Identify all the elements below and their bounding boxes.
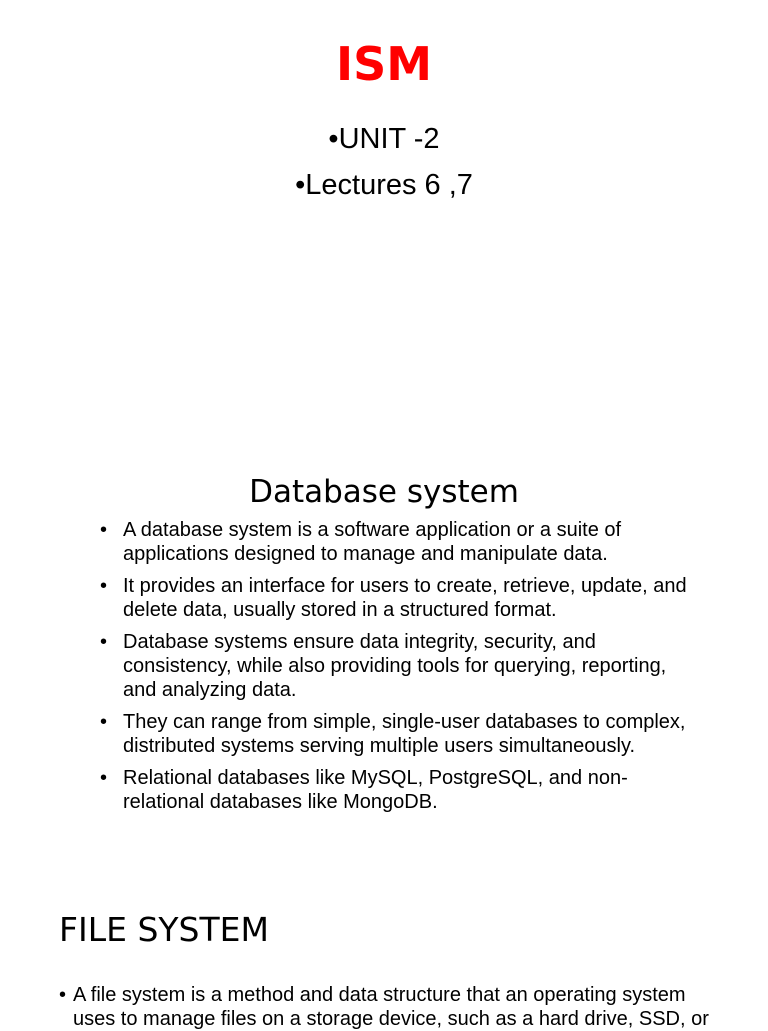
bullet-text: Relational databases like MySQL, PostgreSQL, and non-relational databases like MongoDB. [123,767,628,813]
bullet-icon: • [100,711,108,733]
bullet-text: Database systems ensure data integrity, security, and consistency, while also providing tools for querying, reporting, and analyzing data. [123,631,667,701]
bullet-text: It provides an interface for users to create, retrieve, update, and delete data, usually stored in a structured format. [123,575,687,621]
bullet-icon: • [100,631,108,653]
bullet-icon: • [100,767,108,789]
database-system-bullets [100,518,690,822]
bullet-text: A database system is a software application or a suite of applications designed to manage and manipulate data. [123,519,622,565]
unit-item: • UNIT -2 [0,116,768,162]
slide-file-system [0,900,768,1030]
bullet-text: A file system is a method and data structure that an operating system uses to manage files on a storage device, such as a hard drive, SSD, or [73,984,709,1030]
file-system-heading: FILE SYSTEM [59,910,269,949]
bullet-item [100,630,690,702]
bullet-item [100,574,690,622]
bullet-icon: • [59,984,67,1006]
slide-title-list [0,116,768,208]
bullet-item [100,766,690,814]
database-system-heading: Database system [249,474,519,510]
bullet-item [100,710,690,758]
bullet-text: They can range from simple, single-user databases to complex, distributed systems serving multiple users simultaneously. [123,711,686,757]
lectures-item: • Lectures 6 ,7 [0,162,768,208]
slide-database-system [0,440,768,880]
bullet-icon: • [100,575,108,597]
slide-title [0,0,768,400]
slide-title-heading: ISM [335,37,433,91]
bullet-item [100,518,690,566]
bullet-icon: • [100,519,108,541]
